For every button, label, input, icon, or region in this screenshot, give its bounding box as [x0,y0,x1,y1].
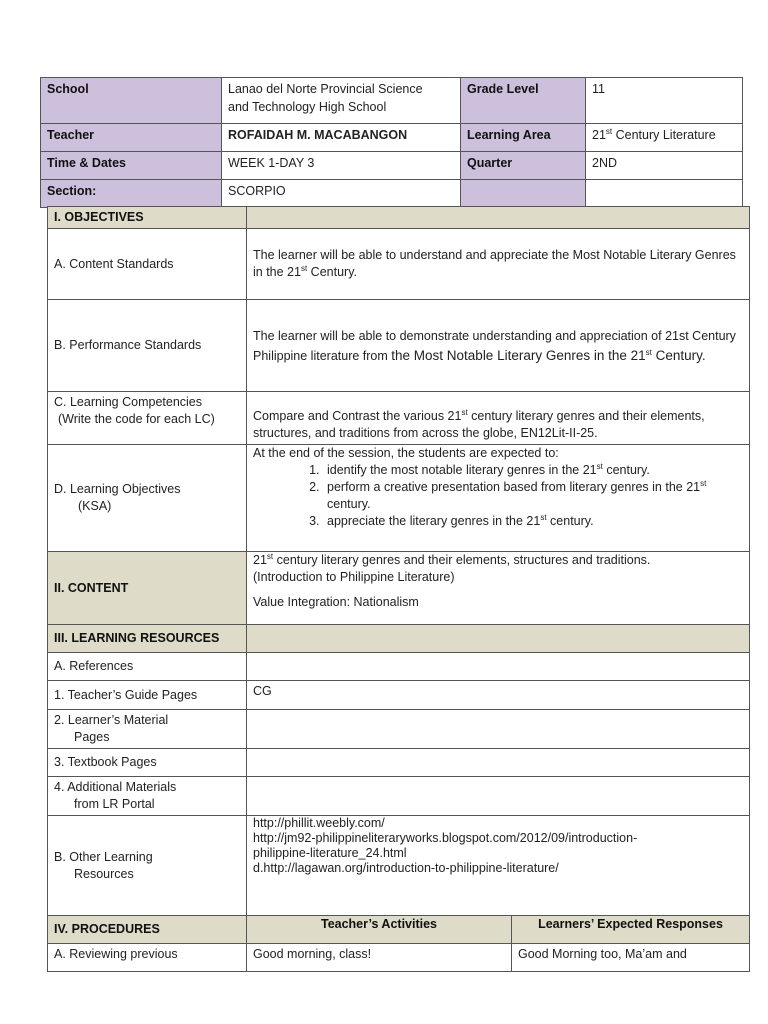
competencies-sup: st [461,407,468,417]
school-value-line1: Lanao del Norte Provincial Science [228,82,423,96]
lm-blank [247,710,750,749]
area-label: Learning Area [461,124,586,152]
school-value [222,78,461,124]
content-text [247,552,750,625]
performance-row [48,300,750,392]
ksa-label [48,445,247,552]
resources-heading: III. LEARNING RESOURCES [48,625,247,653]
procedures-heading: IV. PROCEDURES [48,916,247,944]
procedures-row [48,944,750,972]
objectives-heading-row [48,207,750,229]
competencies-text-a: Compare and Contrast the various 21 [253,409,462,423]
competencies-text-b: century literary genres and their elements, structures, and traditions from across the globe, EN12Lit-II-25. [253,409,705,440]
grade-label: Grade Level [461,78,586,124]
competencies-label [48,392,247,445]
content-row [48,552,750,625]
other-label-1: B. Other Learning [54,849,153,864]
ksa-item-text-end: century. [327,497,371,511]
main-table [47,206,750,972]
section-blank-purple [461,180,586,208]
tb-label: 3. Textbook Pages [48,749,247,777]
area-value-num: 21 [592,128,606,142]
content-standards-sup: st [300,263,308,273]
procedures-learner-text: Good Morning too, Ma’am and [512,944,750,972]
competencies-label-2: (Write the code for each LC) [58,412,215,426]
competencies-row [48,392,750,445]
am-label-2: from LR Portal [74,797,155,811]
competencies-text [247,392,750,445]
tg-value: CG [247,681,750,710]
ksa-intro: At the end of the session, the students are expected to: [253,446,559,460]
ksa-item [323,462,743,479]
time-label: Time & Dates [41,152,222,180]
references-row [48,653,750,681]
lm-label-2: Pages [74,730,110,744]
am-label [48,777,247,816]
content-line3: Value Integration: Nationalism [253,595,419,609]
teacher-label: Teacher [41,124,222,152]
content-standards-text-a: The learner will be able to understand and appreciate the Most Notable Literary Genres in the 21 [253,248,736,279]
objectives-heading: I. OBJECTIVES [48,207,247,229]
school-label: School [41,78,222,124]
performance-sup: st [645,347,652,357]
header-row-teacher [41,124,743,152]
teacher-col-heading: Teacher’s Activities [247,916,512,944]
procedures-teacher-text: Good morning, class! [247,944,512,972]
content-standards-label: A. Content Standards [48,229,247,300]
ksa-list [253,462,743,530]
am-row [48,777,750,816]
objectives-heading-blank [247,207,750,229]
resource-link[interactable]: d.http://lagawan.org/introduction-to-philippine-literature/ [253,861,559,875]
lm-label-1: 2. Learner’s Material [54,713,169,727]
content-line1-rest: century literary genres and their elements, structures and traditions. [273,553,651,567]
header-row-time [41,152,743,180]
performance-text-big: the Most Notable Literary Genres in the 21 [391,347,646,363]
ksa-item-sup: st [700,478,707,488]
tb-blank [247,749,750,777]
ksa-label-1: D. Learning Objectives [54,482,181,496]
ksa-row [48,445,750,552]
lm-label [48,710,247,749]
content-line1-num: 21 [253,553,267,567]
ksa-item-sup: st [540,512,547,522]
area-value-rest: Century Literature [612,128,716,142]
section-value: SCORPIO [222,180,461,208]
procedures-row-label: A. Reviewing previous [48,944,247,972]
competencies-label-1: C. Learning Competencies [54,395,202,409]
ksa-item [323,513,743,530]
ksa-item-text: appreciate the literary genres in the 21 [327,514,541,528]
ksa-item [323,479,743,513]
other-label-2: Resources [74,866,134,881]
other-links [247,816,750,916]
ksa-item-text: identify the most notable literary genres in the 21 [327,463,597,477]
teacher-value: ROFAIDAH M. MACABANGON [222,124,461,152]
performance-label: B. Performance Standards [48,300,247,392]
ksa-item-text-end: century. [602,463,650,477]
resource-link[interactable]: philippine-literature_24.html [253,846,407,860]
resources-heading-row [48,625,750,653]
ksa-content [247,445,750,552]
am-blank [247,777,750,816]
am-label-1: 4. Additional Materials [54,780,177,794]
content-standards-text-b: Century. [307,265,357,279]
tg-row [48,681,750,710]
performance-text-c: Century. [651,347,706,363]
area-value [586,124,743,152]
content-line2: (Introduction to Philippine Literature) [253,570,455,584]
content-line1 [253,552,743,569]
procedures-heading-row [48,916,750,944]
content-standards-text [247,229,750,300]
lm-row [48,710,750,749]
section-blank [586,180,743,208]
quarter-label: Quarter [461,152,586,180]
other-resources-row [48,816,750,916]
references-label: A. References [48,653,247,681]
header-row-section [41,180,743,208]
area-value-sup: st [605,126,613,136]
content-heading: II. CONTENT [48,552,247,625]
resource-link[interactable]: http://phillit.weebly.com/ [253,816,385,830]
header-table [40,77,743,208]
resources-heading-blank [247,625,750,653]
other-label [48,816,247,916]
school-value-line2: and Technology High School [228,100,387,114]
quarter-value: 2ND [586,152,743,180]
time-value: WEEK 1-DAY 3 [222,152,461,180]
references-blank [247,653,750,681]
learner-col-heading: Learners’ Expected Responses [512,916,750,944]
ksa-item-sup: st [596,461,603,471]
tg-label: 1. Teacher’s Guide Pages [48,681,247,710]
header-row-school [41,78,743,124]
ksa-item-text: perform a creative presentation based from literary genres in the 21 [327,480,701,494]
performance-text-a: The learner will be able to demonstrate understanding and appreciation of 21st Century Philippine literature from [253,328,736,363]
section-label: Section: [41,180,222,208]
tb-row [48,749,750,777]
content-line1-sup: st [266,551,274,561]
grade-value: 11 [586,78,743,124]
ksa-label-2: (KSA) [78,499,112,513]
ksa-item-text-end: century. [546,514,594,528]
performance-text [247,300,750,392]
resource-link[interactable]: http://jm92-philippineliteraryworks.blogspot.com/2012/09/introduction- [253,831,638,845]
content-standards-row [48,229,750,300]
